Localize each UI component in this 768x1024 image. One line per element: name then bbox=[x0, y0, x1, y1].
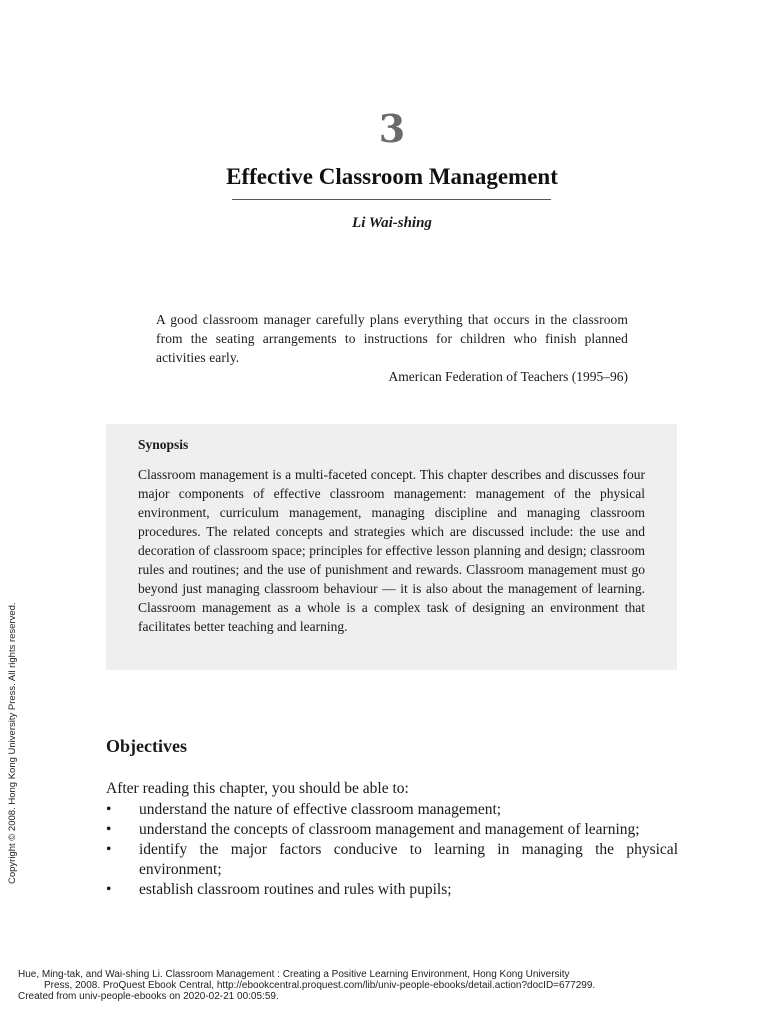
bullet-icon: • bbox=[106, 821, 112, 838]
footer-citation bbox=[18, 969, 738, 1002]
side-copyright-notice: Copyright © 2008. Hong Kong University Press. All rights reserved. bbox=[7, 602, 18, 884]
synopsis-box bbox=[106, 424, 677, 670]
chapter-number: 3 bbox=[378, 106, 406, 151]
chapter-author: Li Wai-shing bbox=[352, 215, 432, 231]
bullet-icon: • bbox=[106, 801, 112, 818]
objectives-intro: After reading this chapter, you should be able to: bbox=[106, 780, 409, 797]
objectives-heading: Objectives bbox=[106, 736, 187, 756]
epigraph-quote: A good classroom manager carefully plans everything that occurs in the classroom from the seating arrangements to instructions for children who finish planned activities early. bbox=[156, 312, 628, 365]
objectives-list bbox=[106, 800, 678, 900]
footer-line: Hue, Ming-tak, and Wai-shing Li. Classroom Management : Creating a Positive Learning Environment, Hong Kong University bbox=[18, 969, 570, 980]
chapter-title: Effective Classroom Management bbox=[226, 164, 558, 189]
objective-text: establish classroom routines and rules with pupils; bbox=[139, 881, 452, 898]
objective-item bbox=[106, 800, 678, 820]
objective-text: understand the concepts of classroom management and management of learning; bbox=[139, 821, 640, 838]
synopsis-heading: Synopsis bbox=[138, 437, 189, 452]
bullet-icon: • bbox=[106, 881, 112, 898]
objective-item bbox=[106, 880, 678, 900]
objective-item bbox=[106, 820, 678, 840]
epigraph-source: American Federation of Teachers (1995–96) bbox=[388, 369, 628, 384]
bullet-icon: • bbox=[106, 841, 112, 858]
objective-text: understand the nature of effective classroom management; bbox=[139, 801, 502, 818]
objective-item bbox=[106, 840, 678, 880]
synopsis-body: Classroom management is a multi-faceted concept. This chapter describes and discusses four major components of effective classroom management: management of the physical environment, curriculum management, managing discipline and managing classroom procedures. The related concepts and strategies which are discussed include: the use and decoration of classroom space; principles for effective lesson planning and design; classroom rules and routines; and the use of punishment and rewards. Classroom management must go beyond just managing classroom behaviour — it is also about the management of learning. Classroom management as a whole is a complex task of designing an environment that facilitates better teaching and learning. bbox=[138, 467, 645, 634]
footer-line: Created from univ-people-ebooks on 2020-02-21 00:05:59. bbox=[18, 991, 279, 1002]
footer-line: Press, 2008. ProQuest Ebook Central, http://ebookcentral.proquest.com/lib/univ-people-ebooks/detail.action?docID=677299. bbox=[44, 980, 596, 991]
title-divider bbox=[232, 199, 551, 200]
objective-text: identify the major factors conducive to learning in managing the physical environment; bbox=[139, 841, 678, 878]
